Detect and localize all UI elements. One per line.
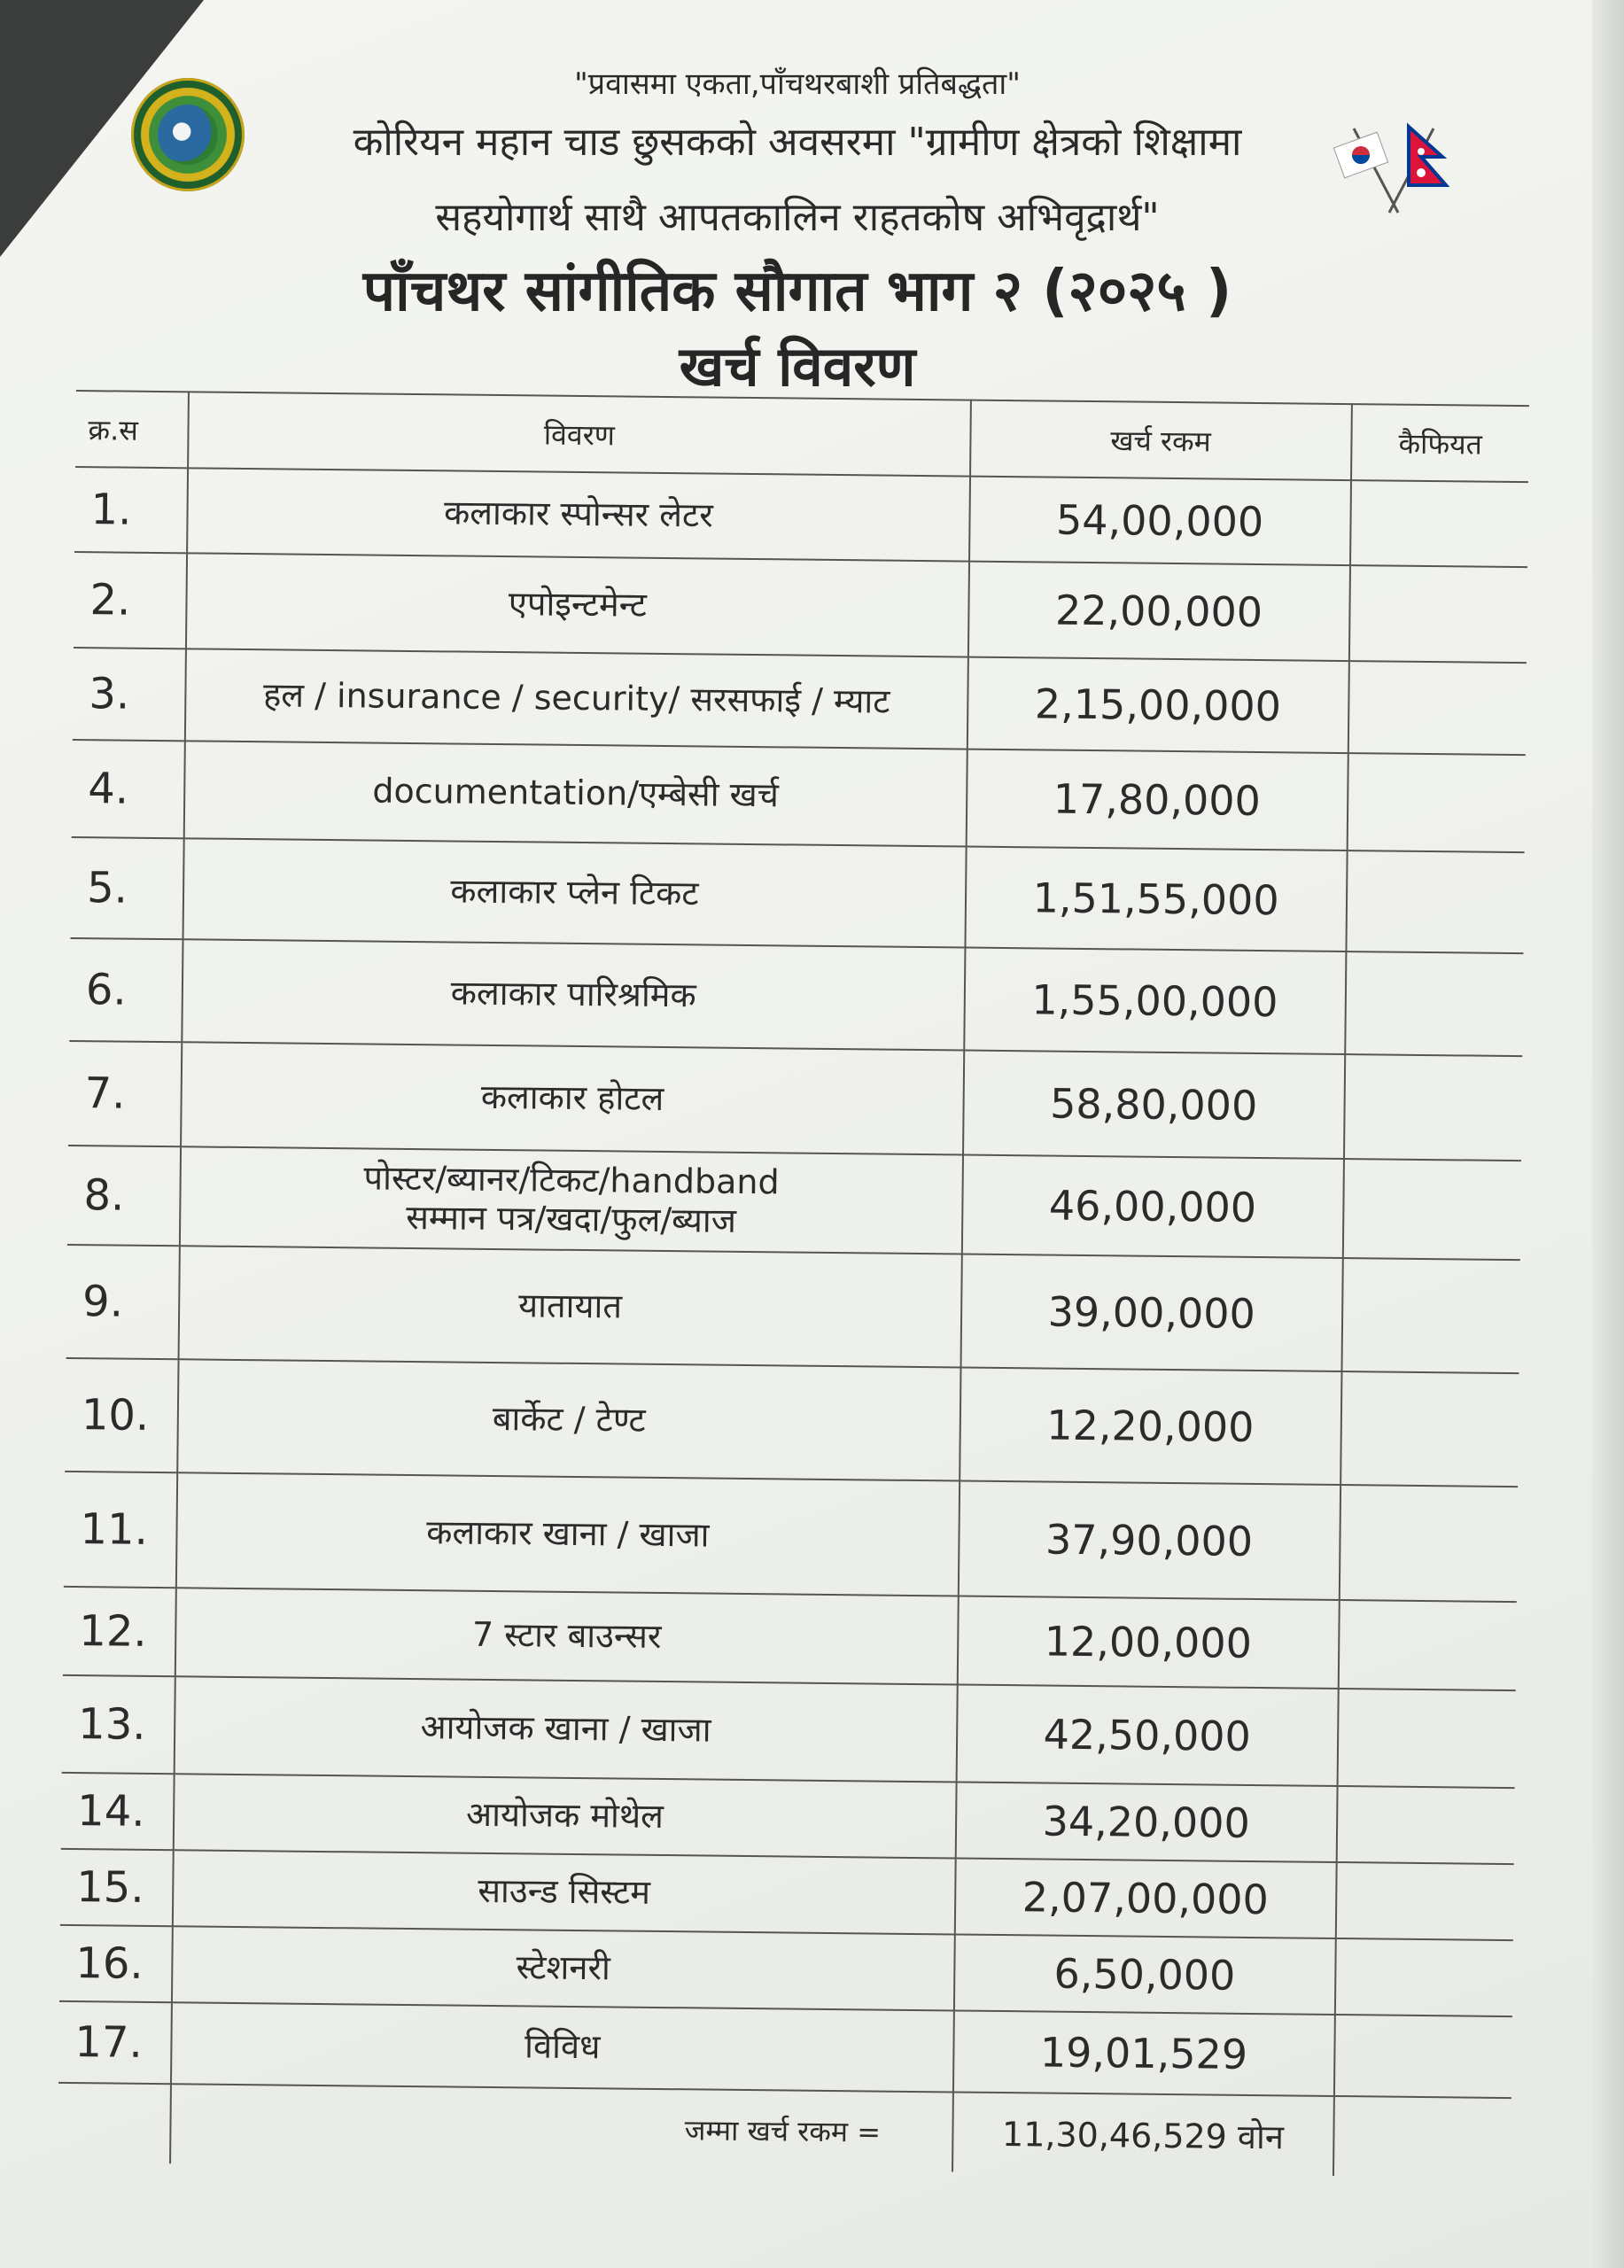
row-serial-number: 1. <box>74 467 188 553</box>
row-amount: 6,50,000 <box>953 1934 1335 2014</box>
row-amount: 58,80,000 <box>963 1051 1345 1159</box>
row-remarks <box>1350 480 1528 567</box>
table-row <box>74 552 1527 663</box>
row-remarks <box>1341 1258 1520 1373</box>
row-serial-number: 14. <box>61 1773 175 1850</box>
row-description-line: कलाकार पारिश्रमिक <box>450 973 696 1015</box>
row-remarks <box>1334 1938 1512 2016</box>
row-description <box>174 1774 956 1858</box>
table-row <box>67 1146 1521 1260</box>
header-description: विवरण <box>188 392 970 476</box>
row-description <box>179 1246 962 1367</box>
row-serial-number: 11. <box>64 1472 178 1588</box>
row-amount: 1,55,00,000 <box>964 948 1346 1054</box>
row-remarks <box>1340 1371 1519 1487</box>
row-description-line: कलाकार खाना / खाजा <box>426 1512 710 1555</box>
document-subtitle: खर्च विवरण <box>679 334 916 399</box>
row-serial-number: 5. <box>71 837 184 939</box>
occasion-line-1: कोरियन महान चाड छुसकको अवसरमा "ग्रामीण क्षेत्रको शिक्षामा <box>353 120 1242 165</box>
row-amount: 12,20,000 <box>960 1368 1341 1485</box>
row-description-line: कलाकार होटल <box>480 1076 664 1119</box>
row-serial-number: 13. <box>62 1675 175 1774</box>
row-serial-number: 8. <box>67 1146 181 1246</box>
total-amount: 11,30,46,529 वोन <box>952 2092 1334 2175</box>
row-remarks <box>1337 1689 1516 1788</box>
row-description-line: आयोजक मोथेल <box>465 1794 664 1837</box>
row-description <box>184 741 967 846</box>
header-remarks: कैफियत <box>1351 404 1529 482</box>
row-serial-number: 10. <box>65 1358 179 1472</box>
table-row <box>65 1358 1519 1487</box>
table-row <box>73 648 1527 755</box>
row-amount: 54,00,000 <box>969 477 1351 565</box>
row-remarks <box>1338 1600 1516 1690</box>
row-remarks <box>1347 753 1526 852</box>
row-description <box>181 1042 964 1154</box>
row-description <box>175 1676 958 1782</box>
total-row <box>58 2083 1511 2178</box>
row-description-line: पोस्टर/ब्यानर/टिकट/handband <box>363 1158 780 1202</box>
table-row <box>74 467 1528 567</box>
row-remarks <box>1334 2015 1512 2098</box>
header-amount: खर्च रकम <box>970 400 1352 480</box>
row-description-line: 7 स्टार बाउन्सर <box>471 1614 662 1657</box>
row-amount: 42,50,000 <box>956 1684 1338 1785</box>
table-row <box>72 740 1526 852</box>
table-row <box>71 837 1525 953</box>
organization-logo-icon <box>131 78 245 191</box>
row-serial-number: 16. <box>59 1925 173 2002</box>
row-remarks <box>1346 850 1525 953</box>
row-serial-number: 12. <box>63 1587 176 1676</box>
row-amount: 39,00,000 <box>960 1254 1342 1371</box>
total-label: जम्मा खर्च रकम = <box>170 2084 952 2171</box>
table-row <box>66 1245 1520 1373</box>
row-amount: 1,51,55,000 <box>965 847 1347 951</box>
row-description <box>171 2002 953 2092</box>
row-serial-number: 6. <box>69 938 183 1042</box>
row-serial-number: 3. <box>73 648 186 741</box>
table-row <box>63 1587 1517 1690</box>
table-row <box>64 1472 1518 1602</box>
row-description-line-2: सम्मान पत्र/खदा/फुल/ब्याज <box>406 1197 737 1240</box>
row-description-line: एपोइन्टमेन्ट <box>508 584 648 625</box>
row-amount: 34,20,000 <box>955 1782 1337 1861</box>
total-remarks-cell <box>1333 2096 1511 2178</box>
expense-table <box>58 390 1529 2178</box>
row-serial-number: 17. <box>58 2001 172 2084</box>
row-serial-number: 15. <box>60 1849 174 1926</box>
row-amount: 19,01,529 <box>953 2010 1335 2095</box>
table-row <box>68 1041 1522 1161</box>
row-description-line: स्टेशनरी <box>516 1947 611 1988</box>
row-serial-number: 2. <box>74 552 187 649</box>
row-description <box>187 468 969 561</box>
header-serial-number: क्र.स <box>75 391 189 468</box>
row-remarks <box>1342 1159 1521 1260</box>
row-description-line: यातायात <box>517 1285 623 1326</box>
row-amount: 12,00,000 <box>957 1596 1339 1688</box>
row-amount: 37,90,000 <box>958 1481 1340 1600</box>
table-row <box>69 938 1523 1056</box>
row-description-line: आयोजक खाना / खाजा <box>420 1707 711 1750</box>
occasion-line-2: सहयोगार्थ साथै आपतकालिन राहतकोष अभिवृद्रार्थ" <box>435 195 1160 240</box>
row-description <box>177 1359 960 1480</box>
row-amount: 46,00,000 <box>961 1155 1343 1258</box>
row-description-line: कलाकार स्पोन्सर लेटर <box>443 493 713 535</box>
row-description <box>186 553 969 656</box>
row-description-line: बार्केट / टेण्ट <box>492 1399 646 1440</box>
document-title: पाँचथर सांगीतिक सौगात भाग २ (२०२५ ) <box>362 259 1232 324</box>
slogan-text: "प्रवासमा एकता,पाँचथरबाशी प्रतिबद्धता" <box>574 66 1021 102</box>
row-amount: 22,00,000 <box>967 562 1349 661</box>
row-description-line: कलाकार प्लेन टिकट <box>450 871 699 913</box>
row-amount: 17,80,000 <box>966 750 1348 850</box>
row-description <box>185 649 967 749</box>
row-remarks <box>1348 661 1526 755</box>
row-remarks <box>1348 565 1527 663</box>
row-amount: 2,07,00,000 <box>954 1858 1336 1938</box>
table-row <box>58 2001 1512 2098</box>
row-description-line: documentation/एम्बेसी खर्च <box>372 771 780 815</box>
row-description-line: विविध <box>524 2026 601 2067</box>
row-remarks <box>1345 951 1524 1056</box>
row-description <box>175 1588 958 1684</box>
row-remarks <box>1339 1485 1518 1602</box>
table-row <box>62 1675 1516 1788</box>
row-serial-number: 9. <box>66 1245 181 1359</box>
row-description <box>183 838 967 947</box>
row-description <box>173 1850 955 1934</box>
row-description-line: हल / insurance / security/ सरसफाई / म्याट <box>262 675 890 721</box>
total-empty-cell <box>58 2083 171 2163</box>
row-remarks <box>1344 1054 1523 1161</box>
paper-edge <box>1592 0 1624 2268</box>
row-description <box>180 1146 963 1254</box>
row-description <box>176 1472 960 1596</box>
row-description <box>182 939 965 1050</box>
row-serial-number: 4. <box>72 740 185 838</box>
row-description <box>172 1926 954 2010</box>
korea-nepal-flags-icon <box>1329 120 1462 217</box>
row-amount: 2,15,00,000 <box>967 657 1348 753</box>
row-description-line: साउन्ड सिस्टम <box>478 1870 651 1913</box>
row-remarks <box>1335 1862 1513 1940</box>
row-serial-number: 7. <box>68 1041 182 1146</box>
row-remarks <box>1336 1786 1514 1864</box>
